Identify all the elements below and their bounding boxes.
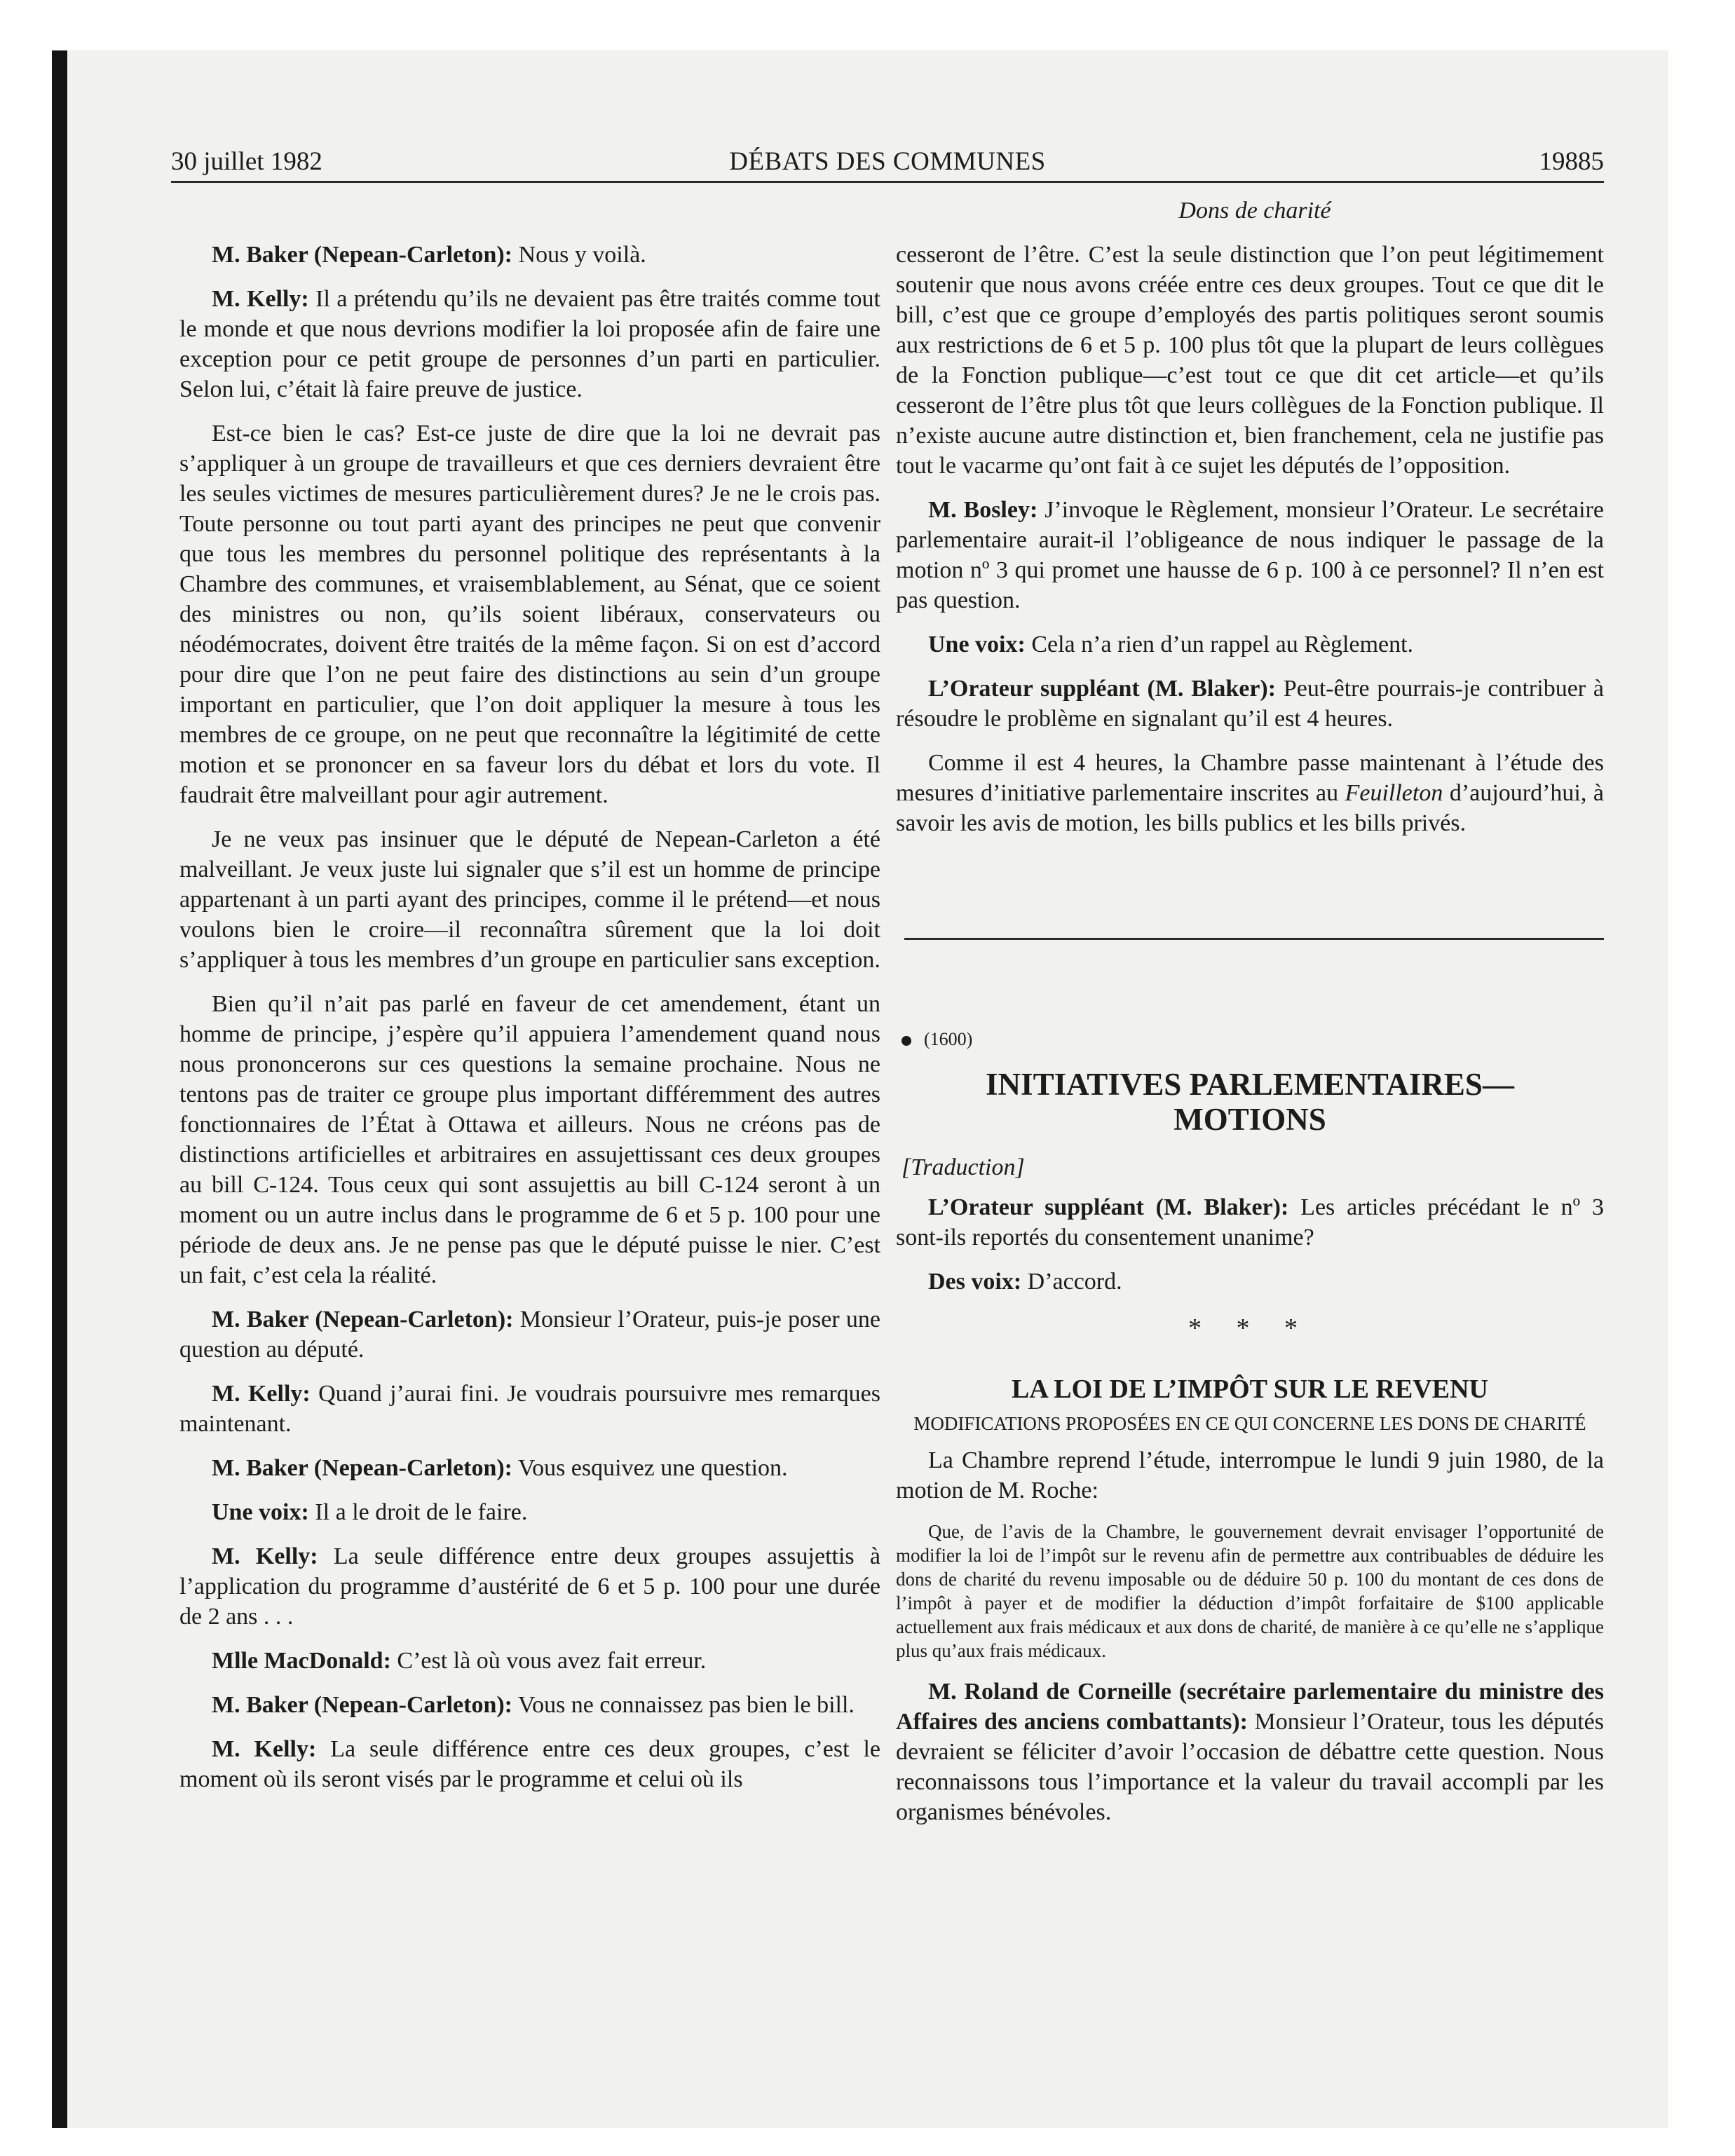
speech-text: C’est là où vous avez fait erreur. bbox=[390, 1648, 707, 1674]
speaker-name: M. Baker (Nepean-Carleton): bbox=[212, 1692, 513, 1718]
speaker-name: M. Baker (Nepean-Carleton): bbox=[212, 1306, 514, 1332]
paragraph bbox=[179, 418, 880, 810]
speech-text: Monsieur l’Orateur, tous les députés devraient se féliciter d’avoir l’occasion de débattre cette question. Nous reconnaissons tous l’importance et la valeur du travail accompli par les organismes bénévoles. bbox=[896, 1709, 1604, 1825]
act-title: LA LOI DE L’IMPÔT SUR LE REVENU bbox=[1012, 1374, 1488, 1404]
section-title bbox=[896, 1067, 1604, 1137]
act-subtitle: MODIFICATIONS PROPOSÉES EN CE QUI CONCERNE LES DONS DE CHARITÉ bbox=[913, 1413, 1586, 1434]
chamber-note bbox=[896, 748, 1604, 838]
note-text: d’aujourd’hui, à savoir les avis de motion, les bills publics et les bills privés. bbox=[896, 780, 1604, 836]
speech-text: Il a le droit de le faire. bbox=[308, 1499, 528, 1525]
speaker-name: M. Kelly: bbox=[212, 1736, 317, 1762]
speech-text: D’accord. bbox=[1021, 1269, 1122, 1295]
speaker-name: M. Baker (Nepean-Carleton): bbox=[212, 1455, 513, 1481]
speech-text: Cela n’a rien d’un rappel au Règlement. bbox=[1025, 632, 1414, 657]
paragraph bbox=[179, 1304, 880, 1365]
header-rule bbox=[171, 181, 1604, 183]
paragraph bbox=[179, 1497, 880, 1527]
paragraph bbox=[179, 1646, 880, 1676]
left-column bbox=[179, 240, 880, 1808]
motion-quote: Que, de l’avis de la Chambre, le gouvernement devrait envisager l’opportunité de modifier la loi de l’impôt sur le revenu afin de permettre aux contribuables de déduire les dons de charité du revenu imposable ou de déduire 50 p. 100 du montant de ces dons de l’impôt à payer et de modifier la déduction d’impôt forfaitaire de $100 applicable actuellement aux frais médicaux et aux dons de charité, de manière à ce qu’elle ne s’applique plus qu’aux frais médicaux. bbox=[896, 1521, 1604, 1661]
speech-text: La seule différence entre deux groupes assujettis à l’application du programme d’austérité de 6 et 5 p. 100 pour une durée de 2 ans . . . bbox=[179, 1543, 880, 1630]
speech-text: Nous y voilà. bbox=[512, 242, 646, 268]
note-text: Comme il est 4 heures, la Chambre passe maintenant à l’étude des mesures d’initiative parlementaire inscrites au bbox=[896, 750, 1604, 806]
section-divider bbox=[904, 938, 1604, 940]
speech-text: Bien qu’il n’ait pas parlé en faveur de cet amendement, étant un homme de principe, j’espère qu’il appuiera l’amendement quand nous nous prononcerons sur ces questions la semaine prochaine. Nous ne tentons pas de traiter ce groupe plus important différemment des autres fonctionnaires de l’État à Ottawa et ailleurs. Nous ne créons pas de distinctions artificielles et arbitraires en assujettissant ces deux groupes au bill C-124. Tous ceux qui sont assujettis au bill C-124 seront à un moment ou un autre inclus dans le programme de 6 et 5 p. 100 pour une période de deux ans. Je ne pense pas que le député puisse le nier. C’est un fait, c’est cela la réalité. bbox=[179, 991, 880, 1288]
paragraph bbox=[896, 629, 1604, 660]
paragraph bbox=[179, 1453, 880, 1483]
paragraph bbox=[896, 1192, 1604, 1253]
separator: * * * bbox=[1188, 1314, 1312, 1343]
speech-text: Il a prétendu qu’ils ne devaient pas être traités comme tout le monde et que nous devrions modifier la loi proposée afin de faire une exception pour ce petit groupe de personnes d’un parti en particulier. Selon lui, c’était là faire preuve de justice. bbox=[179, 286, 881, 402]
scan-edge bbox=[52, 50, 67, 2128]
header-publication: DÉBATS DES COMMUNES bbox=[729, 147, 1046, 176]
speaker-name: L’Orateur suppléant (M. Blaker): bbox=[928, 676, 1277, 702]
speech-text: Les articles précédant le nº 3 sont-ils reportés du consentement unanime? bbox=[896, 1194, 1605, 1250]
speech-text: Vous esquivez une question. bbox=[512, 1455, 788, 1481]
paragraph bbox=[179, 1379, 880, 1439]
speaker-name: M. Kelly: bbox=[212, 286, 309, 312]
speaker-name: Mlle MacDonald: bbox=[212, 1648, 391, 1674]
speech-text: Quand j’aurai fini. Je voudrais poursuivre mes remarques maintenant. bbox=[179, 1381, 880, 1437]
speaker-name: M. Kelly: bbox=[212, 1543, 318, 1569]
section-title-line: INITIATIVES PARLEMENTAIRES— bbox=[986, 1067, 1514, 1102]
paragraph bbox=[179, 1690, 880, 1720]
translation-label: [Traduction] bbox=[901, 1154, 1025, 1180]
speaker-name: M. Baker (Nepean-Carleton): bbox=[212, 242, 513, 268]
continued-paragraph: cesseront de l’être. C’est la seule distinction que l’on peut légitimement soutenir que nous avons créée entre ces deux groupes. Tout ce que dit le bill, c’est que ce groupe d’employés des partis politiques seront soumis aux restrictions de 6 et 5 p. 100 plus tôt que la plupart de leurs collègues de la Fonction publique—c’est tout ce que dit cet article—et qu’ils cesseront de l’être plus tôt que leurs collègues de la Fonction publique. Il n’existe aucune autre distinction et, bien franchement, cela ne justifie pas tout le vacarme qu’ont fait à ce sujet les députés de l’opposition. bbox=[896, 242, 1604, 479]
running-topic: Dons de charité bbox=[1178, 198, 1331, 224]
speech-text: Peut-être pourrais-je contribuer à résoudre le problème en signalant qu’il est 4 heures. bbox=[896, 676, 1604, 732]
header-page-number: 19885 bbox=[1539, 147, 1604, 176]
header-date: 30 juillet 1982 bbox=[171, 147, 322, 176]
speech-text: Vous ne connaissez pas bien le bill. bbox=[512, 1692, 855, 1718]
feuilleton-term: Feuilleton bbox=[1345, 780, 1443, 806]
speech-text: Je ne veux pas insinuer que le député de Nepean-Carleton a été malveillant. Je veux juste lui signaler que s’il est un homme de principe appartenant à un parti ayant des principes, comme il le prétend—et nous voulons bien le croire—il reconnaîtra sûrement que la loi doit s’appliquer à tous les membres d’un groupe en particulier sans exception. bbox=[179, 826, 880, 973]
paragraph bbox=[179, 824, 880, 975]
paragraph bbox=[179, 284, 880, 404]
section-title-line: MOTIONS bbox=[1173, 1102, 1326, 1137]
paragraph bbox=[896, 495, 1604, 615]
speech-text: J’invoque le Règlement, monsieur l’Orateur. Le secrétaire parlementaire aurait-il l’obligeance de nous indiquer le passage de la motion nº 3 qui promet une hausse de 6 p. 100 à ce personnel? Il n’en est pas question. bbox=[896, 497, 1604, 613]
speaker-name: L’Orateur suppléant (M. Blaker): bbox=[928, 1194, 1289, 1220]
resumption-paragraph: La Chambre reprend l’étude, interrompue le lundi 9 juin 1980, de la motion de M. Roche: bbox=[896, 1447, 1604, 1503]
speech-text: Monsieur l’Orateur, puis-je poser une question au député. bbox=[179, 1306, 880, 1363]
paragraph bbox=[179, 1734, 880, 1794]
speech-text: Est-ce bien le cas? Est-ce juste de dire que la loi ne devrait pas s’appliquer à un groupe de travailleurs et que ces derniers devraient être les seules victimes de mesures particulièrement dures? Je ne le crois pas. Toute personne ou tout parti ayant des principes ne peut que convenir que tous les membres du personnel politique des représentants à la Chambre des communes, et vraisemblablement, au Sénat, que ce soient des ministres ou non, qu’ils soient libéraux, conservateurs ou néodémocrates, doivent être traités de la même façon. Si on est d’accord pour dire que l’on ne peut faire des distinctions au sein d’un groupe important en particulier, que l’on doit appliquer la mesure à tous les membres de ce groupe, on ne peut que reconnaître la légitimité de cette motion et se prononcer en sa faveur lors du débat et lors du vote. Il faudrait être malveillant pour agir autrement. bbox=[179, 421, 880, 808]
page-header bbox=[171, 144, 1604, 184]
timestamp bbox=[901, 1024, 1604, 1054]
paragraph bbox=[896, 674, 1604, 734]
speech-text: La seule différence entre ces deux groupes, c’est le moment où ils seront visés par le programme et celui où ils bbox=[179, 1736, 881, 1792]
paragraph bbox=[896, 1677, 1604, 1827]
speaker-name: M. Bosley: bbox=[928, 497, 1038, 523]
speaker-name: Une voix: bbox=[212, 1499, 309, 1525]
paragraph bbox=[179, 1541, 880, 1632]
speaker-name: M. Kelly: bbox=[212, 1381, 311, 1407]
speaker-name: Une voix: bbox=[928, 632, 1026, 657]
paragraph bbox=[179, 240, 880, 270]
speaker-name: M. Roland de Corneille (secrétaire parlementaire du ministre des Affaires des anciens combattants): bbox=[896, 1679, 1604, 1735]
paragraph bbox=[896, 1267, 1604, 1297]
right-column bbox=[896, 240, 1604, 1841]
bullet-icon bbox=[901, 1036, 911, 1046]
timestamp-text: (1600) bbox=[924, 1029, 973, 1049]
paragraph bbox=[179, 989, 880, 1290]
speaker-name: Des voix: bbox=[928, 1269, 1022, 1295]
